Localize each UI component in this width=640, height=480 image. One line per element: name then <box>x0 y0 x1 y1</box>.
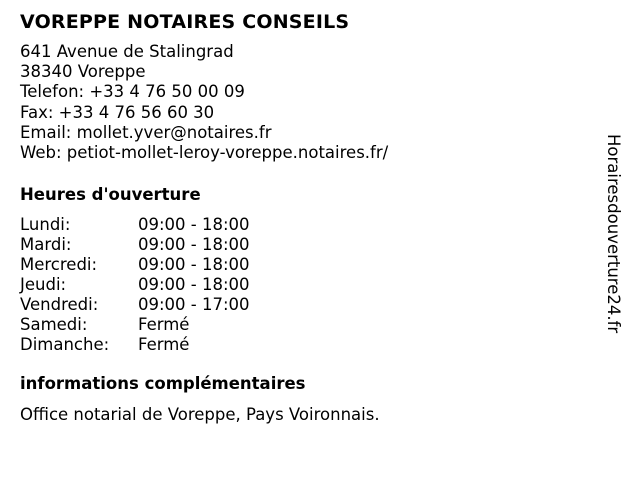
day-label: Mardi: <box>20 235 72 255</box>
web-line: Web: petiot-mollet-leroy-voreppe.notaires.fr/ <box>20 143 389 163</box>
day-hours: Fermé <box>138 335 190 355</box>
hours-row-thursday <box>20 275 600 295</box>
extra-info-text: Office notarial de Voreppe, Pays Voironnais. <box>20 405 380 425</box>
hours-heading: Heures d'ouverture <box>20 185 201 205</box>
day-label: Lundi: <box>20 215 71 235</box>
day-hours: 09:00 - 18:00 <box>138 275 250 295</box>
day-label: Jeudi: <box>20 275 67 295</box>
hours-row-sunday <box>20 335 600 355</box>
site-watermark: Horairesdouverture24.fr <box>604 134 623 334</box>
hours-row-tuesday <box>20 235 600 255</box>
address-street: 641 Avenue de Stalingrad <box>20 42 234 61</box>
day-label: Mercredi: <box>20 255 98 275</box>
day-label: Samedi: <box>20 315 88 335</box>
hours-row-wednesday <box>20 255 600 275</box>
day-hours: 09:00 - 18:00 <box>138 255 250 275</box>
fax-line: Fax: +33 4 76 56 60 30 <box>20 102 215 122</box>
email-line: Email: mollet.yver@notaires.fr <box>20 122 272 142</box>
hours-row-saturday <box>20 315 600 335</box>
hours-row-friday <box>20 295 600 315</box>
extra-info-heading: informations complémentaires <box>20 374 306 394</box>
day-label: Vendredi: <box>20 295 99 315</box>
hours-row-monday <box>20 215 600 235</box>
business-card <box>20 10 600 426</box>
contact-details <box>20 42 600 163</box>
phone-line: Telefon: +33 4 76 50 00 09 <box>20 82 245 102</box>
business-name: VOREPPE NOTAIRES CONSEILS <box>20 11 350 33</box>
day-hours: 09:00 - 17:00 <box>138 295 250 315</box>
opening-hours-list <box>20 215 600 355</box>
day-hours: 09:00 - 18:00 <box>138 235 250 255</box>
day-hours: 09:00 - 18:00 <box>138 215 250 235</box>
address-city: 38340 Voreppe <box>20 62 146 82</box>
day-label: Dimanche: <box>20 335 110 355</box>
day-hours: Fermé <box>138 315 190 335</box>
